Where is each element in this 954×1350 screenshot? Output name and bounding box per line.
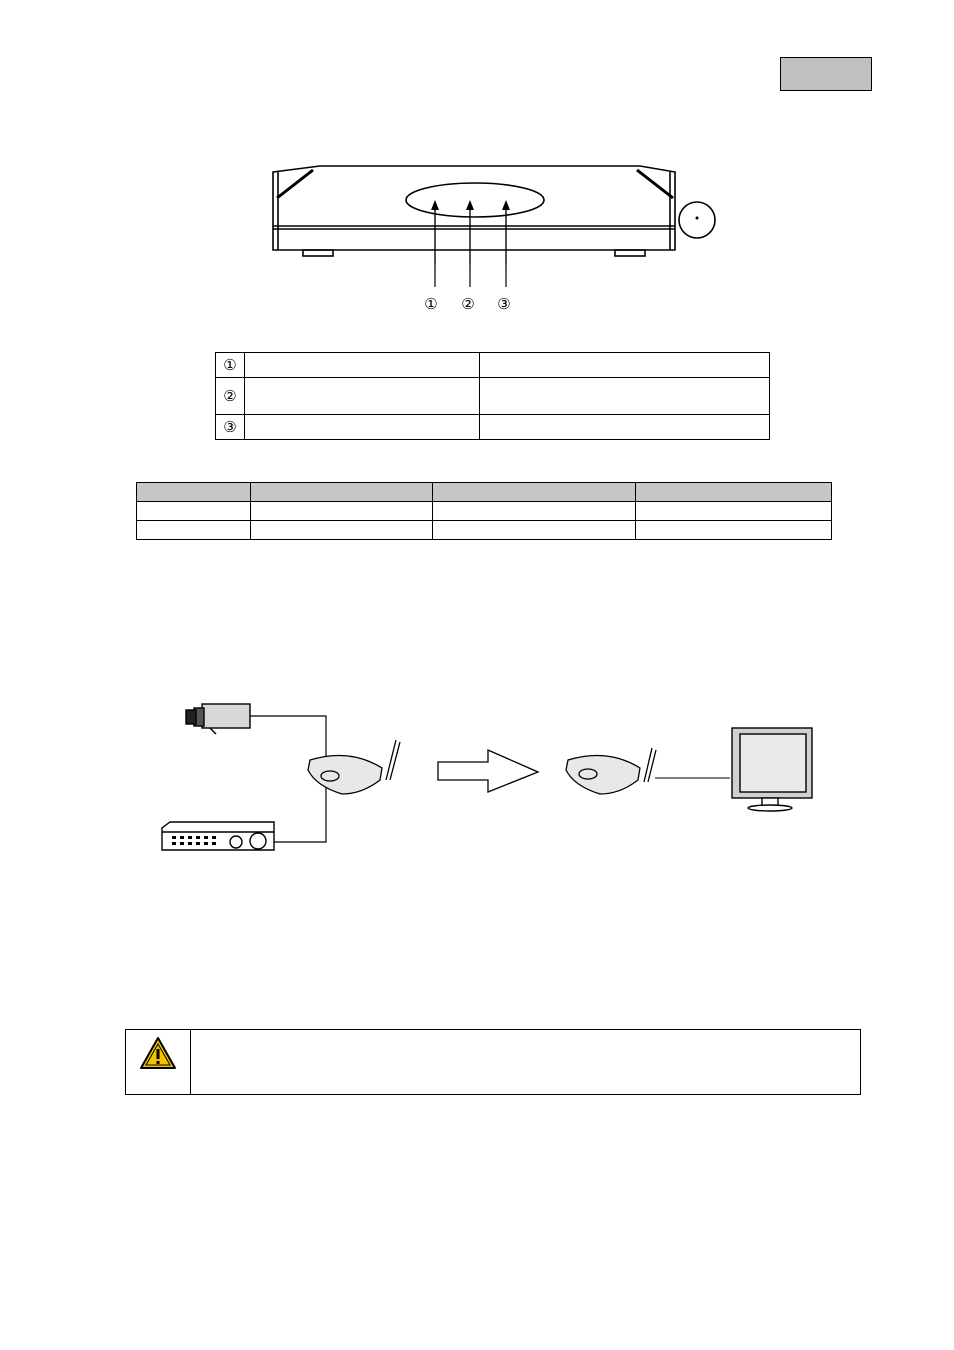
table-cell — [433, 502, 636, 521]
led-num: ① — [216, 353, 245, 378]
monitor-icon — [732, 728, 812, 811]
camera-icon — [186, 704, 250, 734]
led-table — [215, 352, 770, 440]
table-header-cell — [251, 483, 433, 502]
connection-diagram — [150, 690, 840, 870]
table-row — [216, 415, 770, 440]
dvr-icon — [162, 822, 274, 850]
table-cell — [433, 521, 636, 540]
table-cell — [137, 502, 251, 521]
table-cell — [251, 521, 433, 540]
marker-2: ② — [461, 295, 475, 313]
marker-1: ① — [424, 295, 438, 313]
table-cell — [636, 521, 832, 540]
led-label — [245, 415, 480, 440]
table-cell — [251, 502, 433, 521]
warning-box — [125, 1029, 861, 1095]
language-tab — [780, 57, 872, 91]
warning-icon-cell — [126, 1030, 191, 1094]
table-row — [137, 502, 832, 521]
led-label — [245, 378, 480, 415]
table-header-cell — [636, 483, 832, 502]
table-header-row — [137, 483, 832, 502]
warning-triangle-icon — [139, 1036, 177, 1070]
led-num: ② — [216, 378, 245, 415]
arrow-icon — [438, 750, 538, 792]
table-cell — [137, 521, 251, 540]
led-pointer-lines — [265, 203, 525, 293]
led-num: ③ — [216, 415, 245, 440]
transmitter-icon — [308, 740, 400, 794]
table-cell — [636, 502, 832, 521]
led-label — [245, 353, 480, 378]
table-row — [137, 521, 832, 540]
warning-text — [191, 1030, 860, 1094]
led-desc — [480, 378, 770, 415]
table-row — [216, 353, 770, 378]
receiver-icon — [566, 748, 656, 794]
table-header-cell — [433, 483, 636, 502]
channel-table — [136, 482, 832, 540]
table-row — [216, 378, 770, 415]
led-desc — [480, 353, 770, 378]
table-header-cell — [137, 483, 251, 502]
led-desc — [480, 415, 770, 440]
marker-3: ③ — [497, 295, 511, 313]
